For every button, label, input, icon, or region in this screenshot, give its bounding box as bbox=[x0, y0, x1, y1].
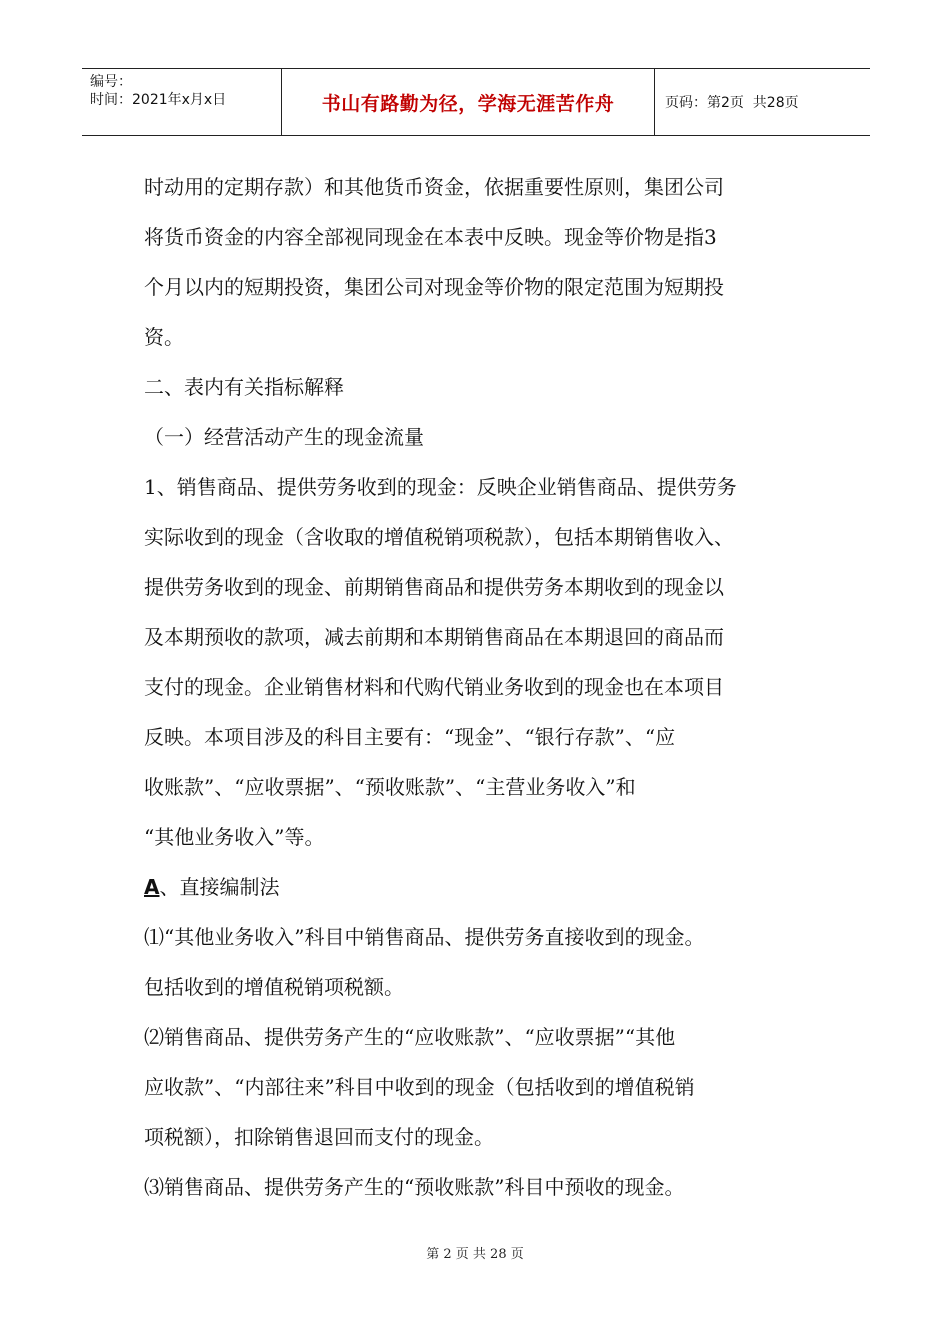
page-header bbox=[82, 68, 870, 136]
header-motto: 书山有路勤为径，学海无涯苦作舟 bbox=[282, 69, 655, 135]
document-body bbox=[144, 162, 824, 1212]
list-item: ⑶销售商品、提供劳务产生的“预收账款”科目中预收的现金。 bbox=[144, 1175, 685, 1199]
section-heading: 二、表内有关指标解释 bbox=[144, 375, 344, 399]
list-item: ⑴“其他业务收入”科目中销售商品、提供劳务直接收到的现金。 bbox=[144, 925, 705, 949]
paragraph-line: 反映。本项目涉及的科目主要有：“现金”、“银行存款”、“应 bbox=[144, 725, 676, 749]
paragraph-line: 个月以内的短期投资，集团公司对现金等价物的限定范围为短期投 bbox=[144, 275, 724, 299]
date-label: 时间：2021年x月x日 bbox=[90, 92, 227, 108]
paragraph-line: 收账款”、“应收票据”、“预收账款”、“主营业务收入”和 bbox=[144, 775, 636, 799]
method-label: A bbox=[144, 875, 160, 899]
method-heading bbox=[144, 862, 824, 912]
code-label: 编号： bbox=[90, 74, 132, 90]
list-item: 应收款”、“内部往来”科目中收到的现金（包括收到的增值税销 bbox=[144, 1075, 695, 1099]
list-item: 包括收到的增值税销项税额。 bbox=[144, 975, 404, 999]
header-page-info bbox=[655, 69, 870, 135]
header-meta bbox=[82, 69, 282, 135]
paragraph-line: 提供劳务收到的现金、前期销售商品和提供劳务本期收到的现金以 bbox=[144, 575, 724, 599]
paragraph-line: 支付的现金。企业销售材料和代购代销业务收到的现金也在本项目 bbox=[144, 675, 724, 699]
subsection-heading: （一）经营活动产生的现金流量 bbox=[144, 425, 424, 449]
paragraph-line: 及本期预收的款项，减去前期和本期销售商品在本期退回的商品而 bbox=[144, 625, 724, 649]
paragraph-line: 将货币资金的内容全部视同现金在本表中反映。现金等价物是指3 bbox=[144, 225, 717, 249]
list-item: 项税额），扣除销售退回而支付的现金。 bbox=[144, 1125, 494, 1149]
list-item: ⑵销售商品、提供劳务产生的“应收账款”、“应收票据”“其他 bbox=[144, 1025, 676, 1049]
paragraph-line: “其他业务收入”等。 bbox=[144, 825, 325, 849]
paragraph-line: 资。 bbox=[144, 325, 184, 349]
method-title: 、直接编制法 bbox=[159, 875, 280, 899]
paragraph-line: 1、销售商品、提供劳务收到的现金：反映企业销售商品、提供劳务 bbox=[144, 475, 737, 499]
paragraph-line: 实际收到的现金（含收取的增值税销项税款），包括本期销售收入、 bbox=[144, 525, 734, 549]
page-footer: 第 2 页 共 28 页 bbox=[426, 1247, 524, 1262]
page-info-text: 页码：第2页 共28页 bbox=[665, 95, 799, 111]
paragraph-line: 时动用的定期存款）和其他货币资金，依据重要性原则，集团公司 bbox=[144, 175, 724, 199]
